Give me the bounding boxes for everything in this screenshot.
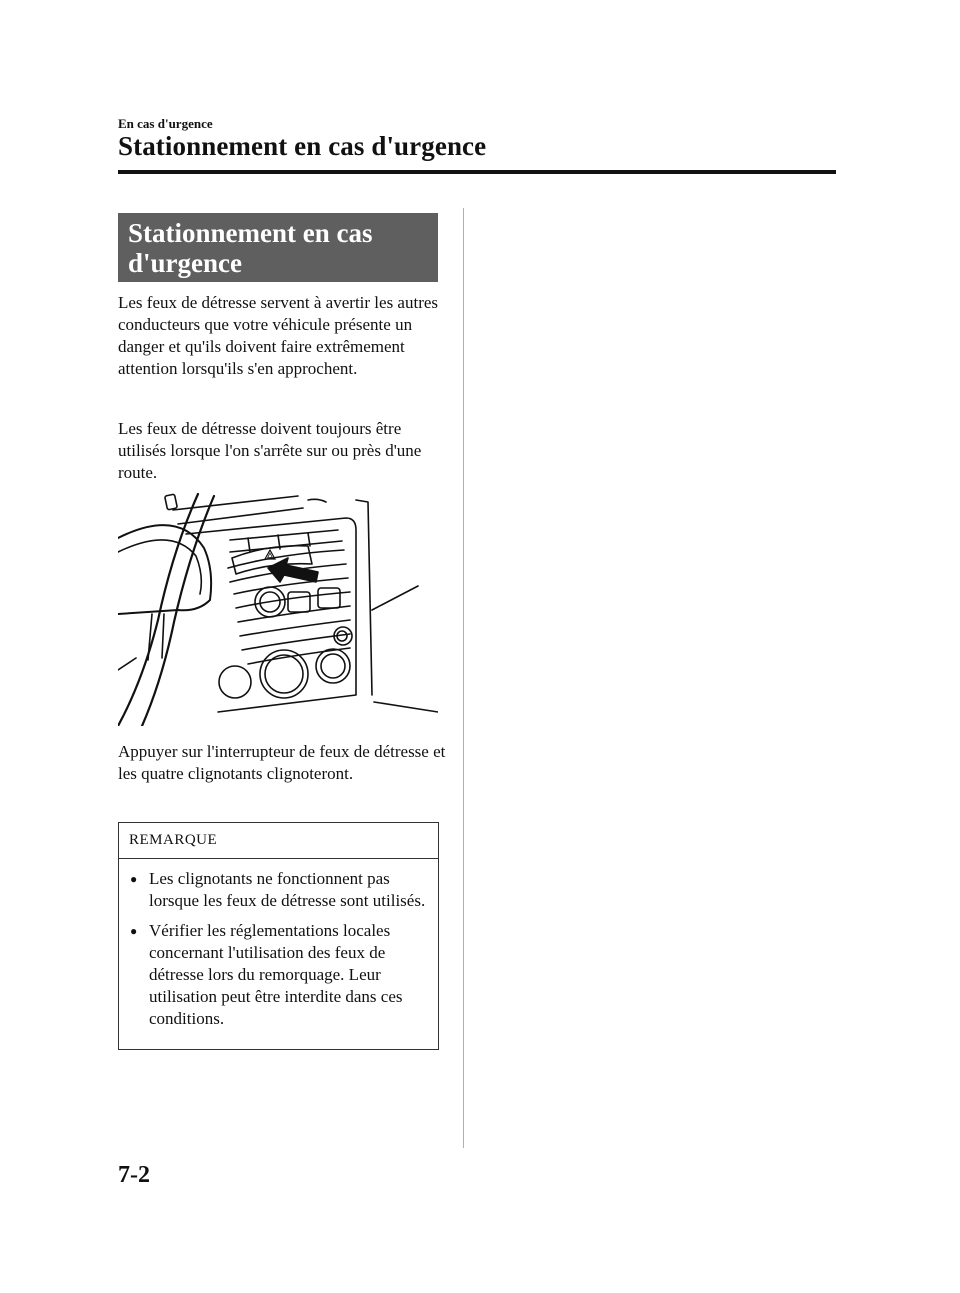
- note-item-text: Vérifier les réglementations locales concernant l'utilisation des feux de détresse lors du remorquage. Leur utilisation peut être interdite dans ces conditions.: [149, 921, 403, 1028]
- page-number: 7-2: [118, 1162, 150, 1188]
- note-item: [119, 868, 438, 912]
- hazard-warning-triangle-icon: [264, 549, 276, 560]
- bullet-icon: ●: [130, 924, 138, 938]
- note-title: REMARQUE: [119, 823, 438, 859]
- column-divider: [463, 208, 464, 1148]
- bullet-icon: ●: [130, 872, 138, 886]
- instruction-paragraph: Appuyer sur l'interrupteur de feux de détresse et les quatre clignotants clignoteront.: [118, 742, 446, 783]
- usage-paragraph: Les feux de détresse doivent toujours être utilisés lorsque l'on s'arrête sur ou près d'une route.: [118, 419, 422, 482]
- section-heading-line1: Stationnement en cas: [128, 218, 373, 248]
- note-item-text: Les clignotants ne fonctionnent pas lorsque les feux de détresse sont utilisés.: [149, 869, 426, 910]
- note-box: [118, 822, 439, 1050]
- hazard-switch-illustration: [118, 490, 438, 726]
- note-list: [119, 868, 438, 1030]
- section-heading: [118, 213, 438, 282]
- section-heading-line2: d'urgence: [128, 248, 242, 278]
- note-item: [119, 920, 438, 1030]
- intro-paragraph: Les feux de détresse servent à avertir les autres conducteurs que votre véhicule présente un danger et qu'ils doivent faire extrêmement attention lorsqu'ils s'en approchent.: [118, 293, 439, 378]
- page-title: Stationnement en cas d'urgence: [118, 131, 487, 161]
- breadcrumb: En cas d'urgence: [118, 116, 213, 131]
- header-rule: [118, 170, 836, 174]
